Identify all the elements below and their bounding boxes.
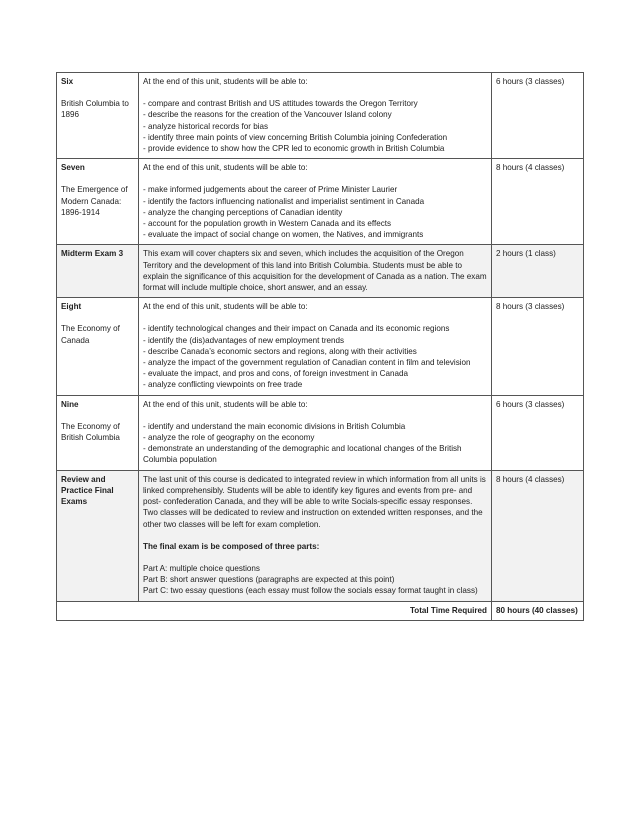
outcome-item: - describe the reasons for the creation of the Vancouver Island colony bbox=[143, 110, 392, 120]
outcome-item: - identify three main points of view concerning British Columbia joining Confederation bbox=[143, 132, 448, 142]
time-cell: 6 hours (3 classes) bbox=[492, 73, 584, 159]
time-cell: 8 hours (4 classes) bbox=[492, 159, 584, 245]
outcome-item: - describe Canada’s economic sectors and regions, along with their activities bbox=[143, 346, 417, 356]
unit-subtitle: The Economy of Canada bbox=[61, 324, 120, 345]
time-cell: 8 hours (4 classes) bbox=[492, 470, 584, 601]
time-cell: 2 hours (1 class) bbox=[492, 245, 584, 298]
total-value: 80 hours (40 classes) bbox=[492, 601, 584, 620]
time-cell: 6 hours (3 classes) bbox=[492, 395, 584, 470]
total-row bbox=[57, 601, 584, 620]
outcomes-intro: At the end of this unit, students will be able to: bbox=[143, 77, 308, 86]
unit-subtitle: The Economy of British Columbia bbox=[61, 421, 120, 443]
outcome-item: - evaluate the impact of social change on women, the Natives, and immigrants bbox=[143, 230, 424, 240]
table-row bbox=[57, 73, 584, 159]
unit-title: Nine bbox=[61, 399, 79, 409]
outcomes-intro: At the end of this unit, students will be able to: bbox=[143, 163, 308, 173]
unit-cell bbox=[57, 159, 139, 245]
outcome-item: - identify technological changes and their impact on Canada and its economic regions bbox=[143, 324, 450, 334]
unit-subtitle: British Columbia to 1896 bbox=[61, 99, 129, 120]
exam-part: Part B: short answer questions (paragraphs are expected at this point) bbox=[143, 575, 395, 585]
outcome-item: - make informed judgements about the career of Prime Minister Laurier bbox=[143, 185, 398, 195]
table-row bbox=[57, 245, 584, 298]
curriculum-page bbox=[56, 72, 583, 621]
outcome-item: - compare and contrast British and US attitudes towards the Oregon Territory bbox=[143, 99, 418, 109]
unit-schedule-table bbox=[56, 72, 584, 621]
outcomes-cell bbox=[139, 73, 492, 159]
outcome-item: - identify the factors influencing nationalist and imperialist sentiment in Canada bbox=[143, 196, 425, 206]
outcome-item: - evaluate the impact, and pros and cons, of foreign investment in Canada bbox=[143, 369, 409, 379]
unit-title: Six bbox=[61, 77, 74, 86]
outcomes-cell bbox=[139, 395, 492, 470]
spacer bbox=[143, 552, 487, 563]
outcome-item: - identify and understand the main economic divisions in British Columbia bbox=[143, 421, 406, 431]
unit-cell bbox=[57, 395, 139, 470]
description-cell bbox=[139, 470, 492, 601]
outcome-item: - account for the population growth in Western Canada and its effects bbox=[143, 219, 392, 229]
unit-title: Midterm Exam 3 bbox=[61, 249, 124, 259]
unit-title: Eight bbox=[61, 302, 82, 312]
table-row bbox=[57, 395, 584, 470]
outcome-item: - analyze the impact of the government regulation of Canadian content in film and television bbox=[143, 358, 471, 368]
unit-subtitle: The Emergence of Modern Canada: 1896-1914 bbox=[61, 185, 128, 217]
outcome-item: - provide evidence to show how the CPR led to economic growth in British Columbia bbox=[143, 144, 445, 154]
outcomes-cell bbox=[139, 159, 492, 245]
time-cell: 8 hours (3 classes) bbox=[492, 298, 584, 395]
total-label: Total Time Required bbox=[57, 601, 492, 620]
outcomes-cell bbox=[139, 298, 492, 395]
unit-cell bbox=[57, 470, 139, 601]
table-row bbox=[57, 470, 584, 601]
outcome-item: - analyze conflicting viewpoints on free trade bbox=[143, 380, 303, 390]
exam-part: Part A: multiple choice questions bbox=[143, 563, 260, 573]
unit-cell bbox=[57, 245, 139, 298]
outcome-item: - identify the (dis)advantages of new employment trends bbox=[143, 335, 345, 345]
unit-cell bbox=[57, 298, 139, 395]
final-exam-heading: The final exam is be composed of three parts: bbox=[143, 541, 320, 551]
outcome-item: - analyze the role of geography on the economy bbox=[143, 433, 315, 443]
outcome-item: - demonstrate an understanding of the demographic and locational changes of the British Columbia population bbox=[143, 444, 462, 465]
table-row bbox=[57, 298, 584, 395]
review-description: The last unit of this course is dedicated to integrated review in which information from all units is linked comprehensibly. Students will be able to identify key figures and events from pre- and post- confederation Canada, and they will be able to write Socials-specific essay responses. Two classes will be dedicated to review and instruction on extended written responses, and the other two classes will be left for exam completion. bbox=[143, 474, 486, 529]
outcome-item: - analyze the changing perceptions of Canadian identity bbox=[143, 207, 343, 217]
outcome-item: - analyze historical records for bias bbox=[143, 121, 269, 131]
unit-title: Review and Practice Final Exams bbox=[61, 474, 114, 507]
exam-part: Part C: two essay questions (each essay must follow the socials essay format taught in class) bbox=[143, 586, 478, 596]
spacer bbox=[143, 530, 487, 541]
unit-cell bbox=[57, 73, 139, 159]
outcomes-intro: At the end of this unit, students will be able to: bbox=[143, 302, 308, 312]
table-row bbox=[57, 159, 584, 245]
description-cell: This exam will cover chapters six and seven, which includes the acquisition of the Oregon Territory and the development of this land into British Columbia. Students must be able to explain the significance of this acquisition for the development of Canada as a nation. The exam format will include multiple choice, short answer, and an essay. bbox=[139, 245, 492, 298]
unit-title: Seven bbox=[61, 163, 85, 173]
outcomes-intro: At the end of this unit, students will be able to: bbox=[143, 399, 308, 409]
